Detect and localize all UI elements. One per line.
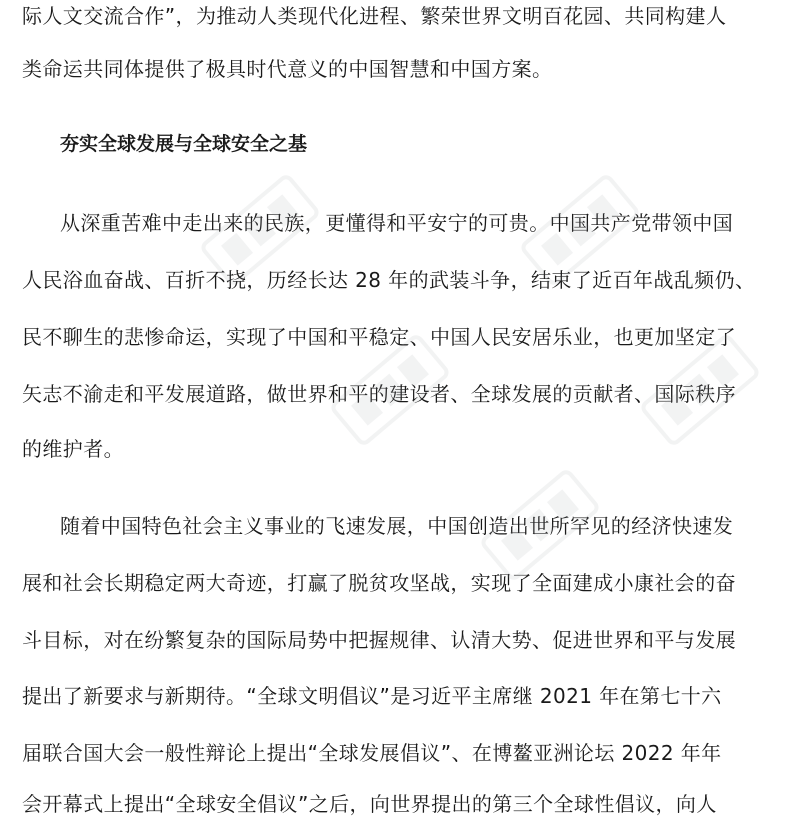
paragraph-3-line-1: 随着中国特色社会主义事业的飞速发展，中国创造出世所罕见的经济快速发 bbox=[60, 514, 734, 538]
paragraph-3-line-2: 展和社会长期稳定两大奇迹，打赢了脱贫攻坚战，实现了全面建成小康社会的奋 bbox=[22, 571, 736, 595]
paragraph-1-line-2: 类命运共同体提供了极具时代意义的中国智慧和中国方案。 bbox=[22, 57, 553, 81]
paragraph-2-line-5: 的维护者。 bbox=[22, 437, 124, 461]
paragraph-1-line-1: 际人文交流合作”，为推动人类现代化进程、繁荣世界文明百花园、共同构建人 bbox=[22, 4, 727, 28]
paragraph-2-line-3: 民不聊生的悲惨命运，实现了中国和平稳定、中国人民安居乐业，也更加坚定了 bbox=[22, 325, 736, 349]
paragraph-3-line-6: 会开幕式上提出“全球安全倡议”之后，向世界提出的第三个全球性倡议，向人 bbox=[22, 792, 717, 816]
paragraph-3-line-5: 届联合国大会一般性辩论上提出“全球发展倡议”、在博鳌亚洲论坛 2022 年年 bbox=[22, 741, 722, 765]
paragraph-3-line-3: 斗目标，对在纷繁复杂的国际局势中把握规律、认清大势、促进世界和平与发展 bbox=[22, 628, 736, 652]
section-heading: 夯实全球发展与全球安全之基 bbox=[60, 133, 308, 155]
paragraph-2-line-2: 人民浴血奋战、百折不挠，历经长达 28 年的武装斗争，结束了近百年战乱频仍、 bbox=[22, 268, 756, 292]
paragraph-3-line-4: 提出了新要求与新期待。“全球文明倡议”是习近平主席继 2021 年在第七十六 bbox=[22, 684, 722, 708]
paragraph-2-line-1: 从深重苦难中走出来的民族，更懂得和平安宁的可贵。中国共产党带领中国 bbox=[60, 211, 734, 235]
paragraph-2-line-4: 矢志不渝走和平发展道路，做世界和平的建设者、全球发展的贡献者、国际秩序 bbox=[22, 382, 736, 406]
